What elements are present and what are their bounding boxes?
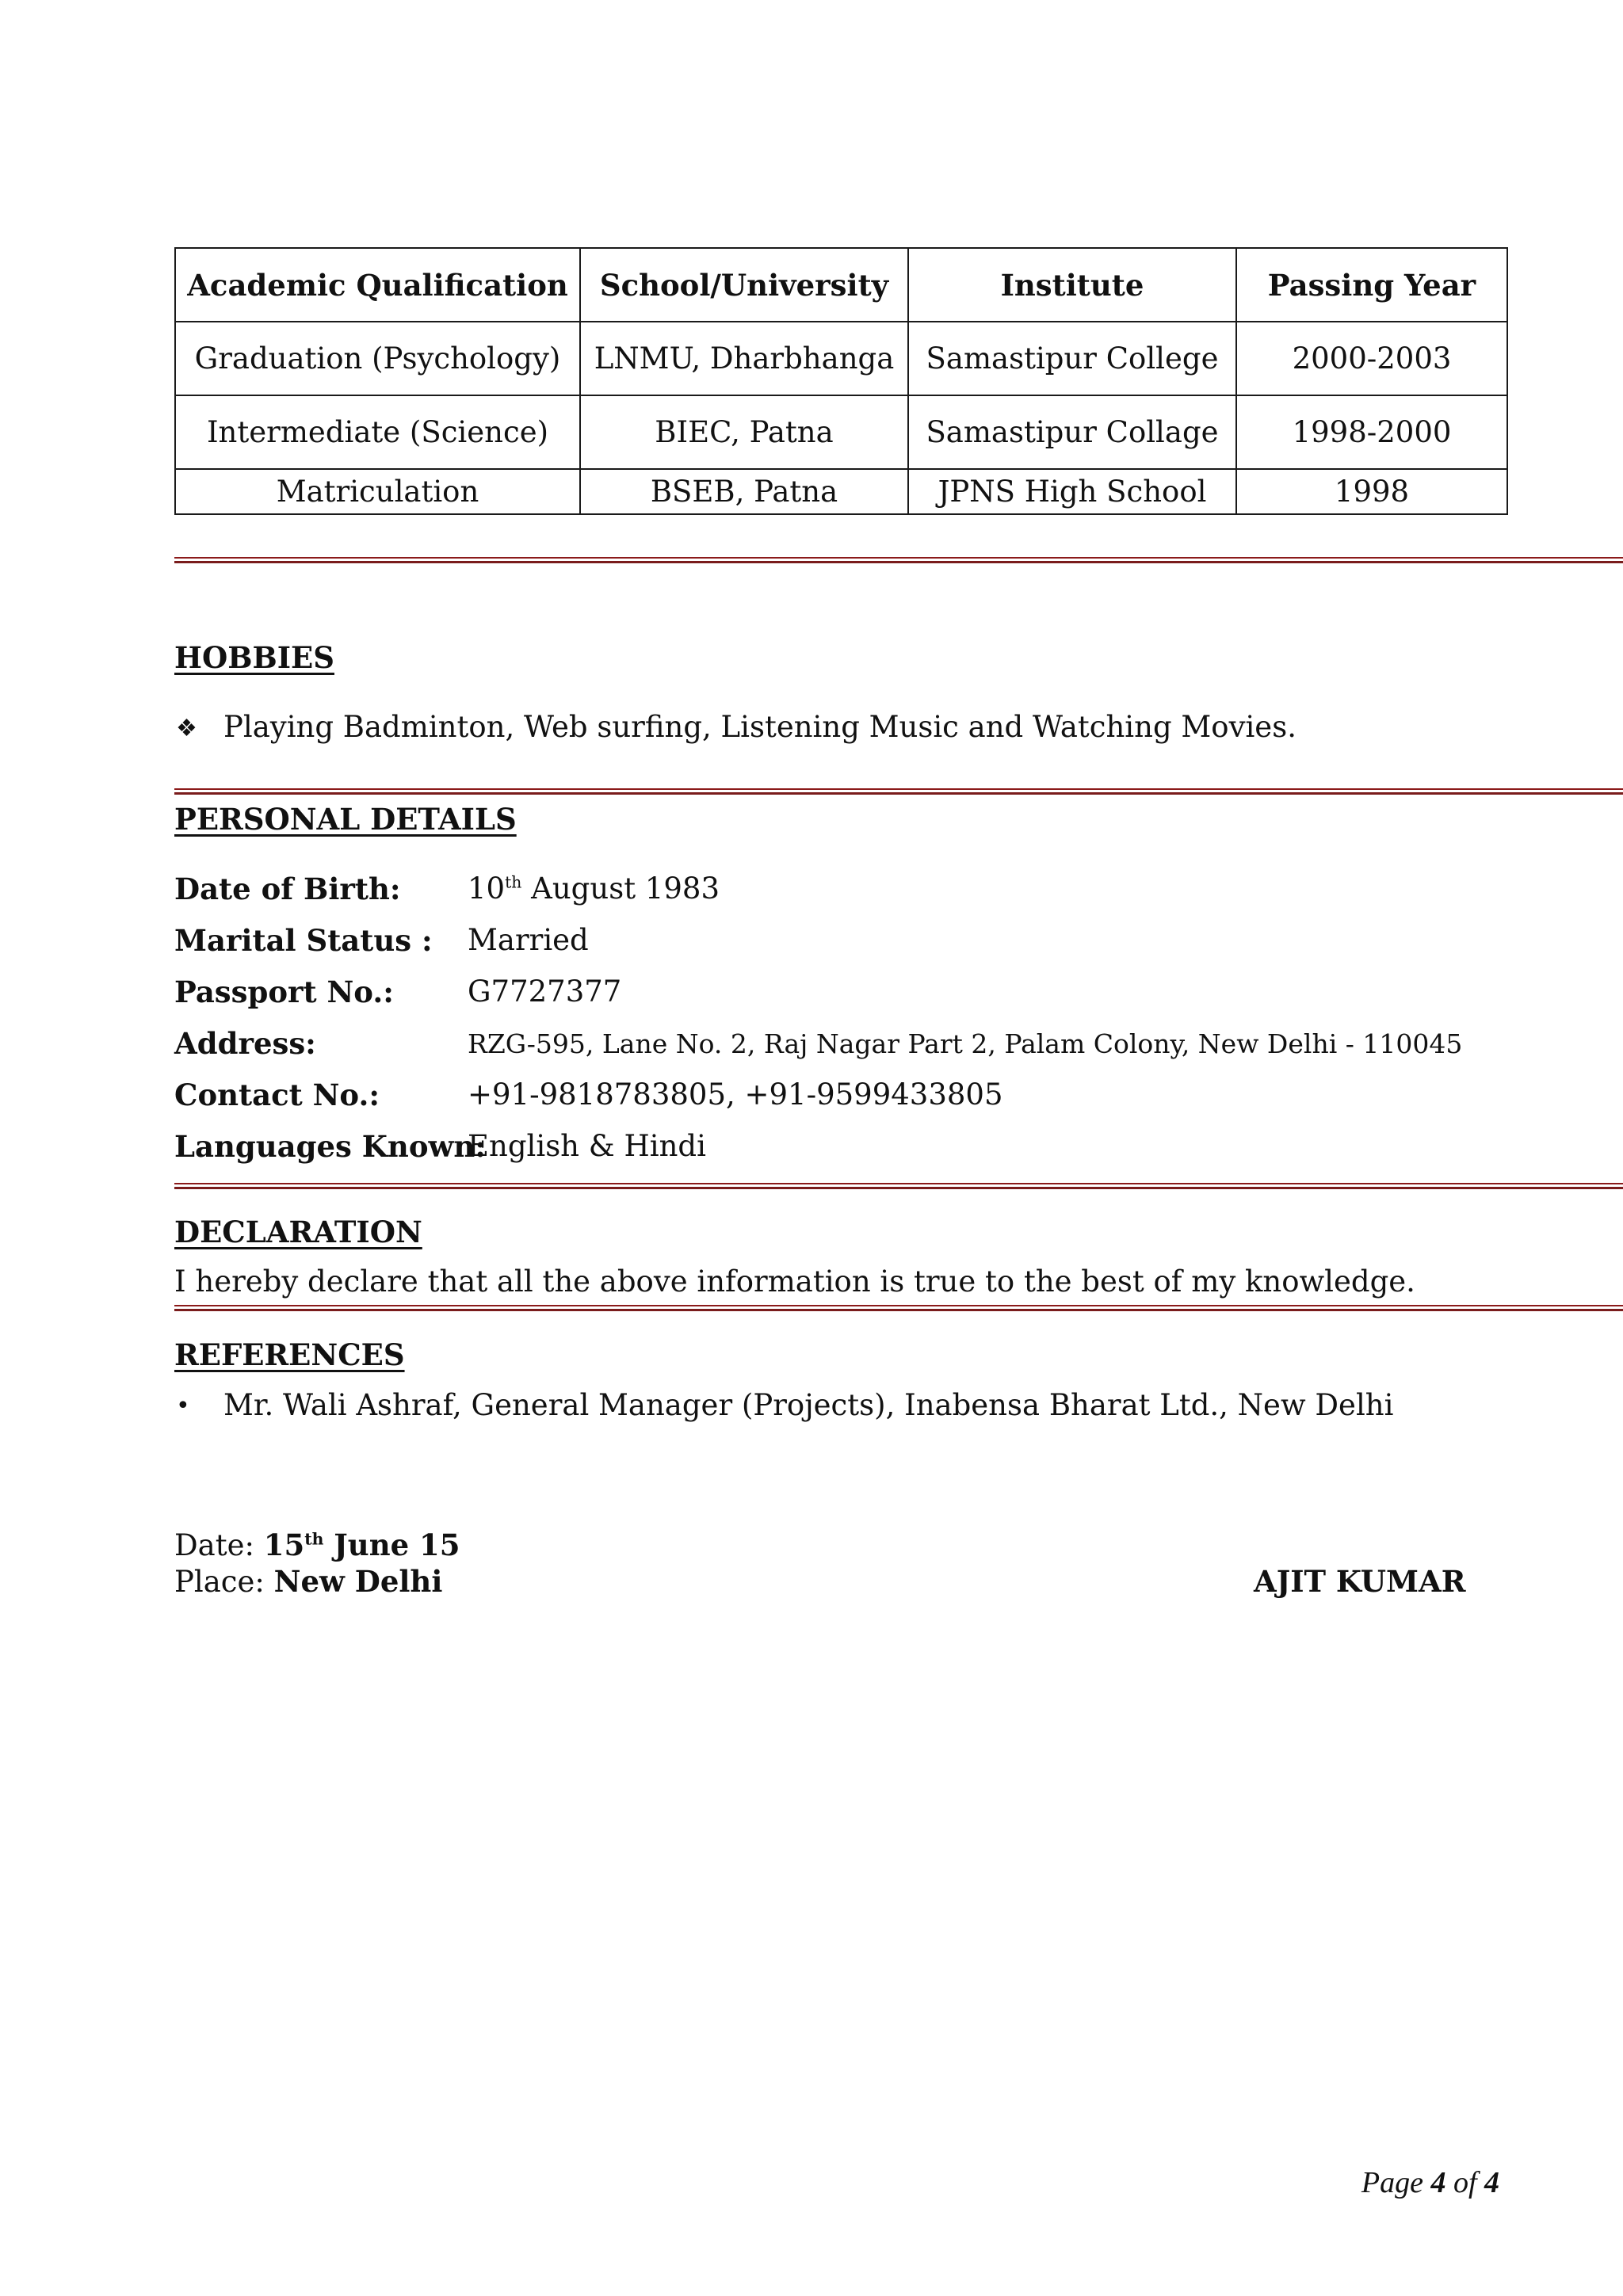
- reference-item: Mr. Wali Ashraf, General Manager (Projects), Inabensa Bharat Ltd., New Delhi: [223, 1388, 1394, 1422]
- table-cell: LNMU, Dharbhanga: [580, 322, 908, 395]
- section-divider: [174, 1183, 1623, 1189]
- bullet-icon: •: [176, 1392, 190, 1420]
- table-header-cell: Institute: [908, 248, 1236, 322]
- marital-value: Married: [468, 923, 589, 957]
- marital-label: Marital Status :: [174, 923, 433, 958]
- section-divider: [174, 557, 1623, 563]
- section-divider: [174, 1305, 1623, 1311]
- table-cell: JPNS High School: [908, 469, 1236, 514]
- qualification-table: [174, 247, 1508, 515]
- dob-day: 10: [468, 871, 506, 906]
- table-cell: 1998-2000: [1236, 395, 1507, 469]
- table-header-row: [175, 248, 1507, 322]
- address-label: Address:: [174, 1026, 316, 1061]
- dob-value: [468, 871, 720, 906]
- table-cell: Graduation (Psychology): [175, 322, 580, 395]
- table-cell: BSEB, Patna: [580, 469, 908, 514]
- date-suffix: th: [304, 1529, 324, 1549]
- date-day: 15: [263, 1527, 305, 1562]
- passport-label: Passport No.:: [174, 974, 394, 1009]
- table-cell: Matriculation: [175, 469, 580, 514]
- page-number: [1361, 2165, 1499, 2200]
- table-cell: Samastipur College: [908, 322, 1236, 395]
- page-of: of: [1445, 2166, 1484, 2199]
- table-cell: 1998: [1236, 469, 1507, 514]
- table-cell: BIEC, Patna: [580, 395, 908, 469]
- personal-details-heading: PERSONAL DETAILS: [174, 802, 517, 837]
- signature-name: AJIT KUMAR: [1254, 1564, 1466, 1599]
- table-row: [175, 322, 1507, 395]
- place-label: Place:: [174, 1565, 274, 1599]
- page-total: 4: [1484, 2166, 1499, 2199]
- page-word: Page: [1361, 2166, 1431, 2199]
- date-label: Date:: [174, 1528, 264, 1562]
- dob-rest: August 1983: [521, 871, 720, 906]
- dob-suffix: th: [505, 872, 522, 892]
- place-line: [174, 1564, 442, 1599]
- languages-label: Languages Known:: [174, 1129, 486, 1164]
- passport-value: G7727377: [468, 974, 622, 1009]
- section-divider: [174, 788, 1623, 795]
- languages-value: English & Hindi: [468, 1129, 706, 1163]
- references-heading: REFERENCES: [174, 1337, 405, 1372]
- place-value: New Delhi: [273, 1564, 443, 1599]
- hobbies-item: Playing Badminton, Web surfing, Listening Music and Watching Movies.: [223, 710, 1296, 744]
- declaration-heading: DECLARATION: [174, 1215, 422, 1249]
- contact-value: +91-9818783805, +91-9599433805: [468, 1077, 1003, 1112]
- table-header-cell: Passing Year: [1236, 248, 1507, 322]
- table-header-cell: School/University: [580, 248, 908, 322]
- table-cell: Samastipur Collage: [908, 395, 1236, 469]
- table-cell: Intermediate (Science): [175, 395, 580, 469]
- contact-label: Contact No.:: [174, 1077, 380, 1112]
- date-rest: June 15: [323, 1527, 460, 1562]
- declaration-text: I hereby declare that all the above information is true to the best of my knowledge.: [174, 1264, 1415, 1299]
- table-cell: 2000-2003: [1236, 322, 1507, 395]
- page-current: 4: [1430, 2166, 1446, 2199]
- table-header-cell: Academic Qualification: [175, 248, 580, 322]
- dob-label: Date of Birth:: [174, 871, 401, 906]
- diamond-bullet-icon: ❖: [176, 715, 197, 742]
- table-row: [175, 469, 1507, 514]
- date-line: [174, 1527, 460, 1562]
- table-row: [175, 395, 1507, 469]
- address-value: RZG-595, Lane No. 2, Raj Nagar Part 2, Palam Colony, New Delhi - 110045: [468, 1028, 1463, 1059]
- hobbies-heading: HOBBIES: [174, 640, 334, 675]
